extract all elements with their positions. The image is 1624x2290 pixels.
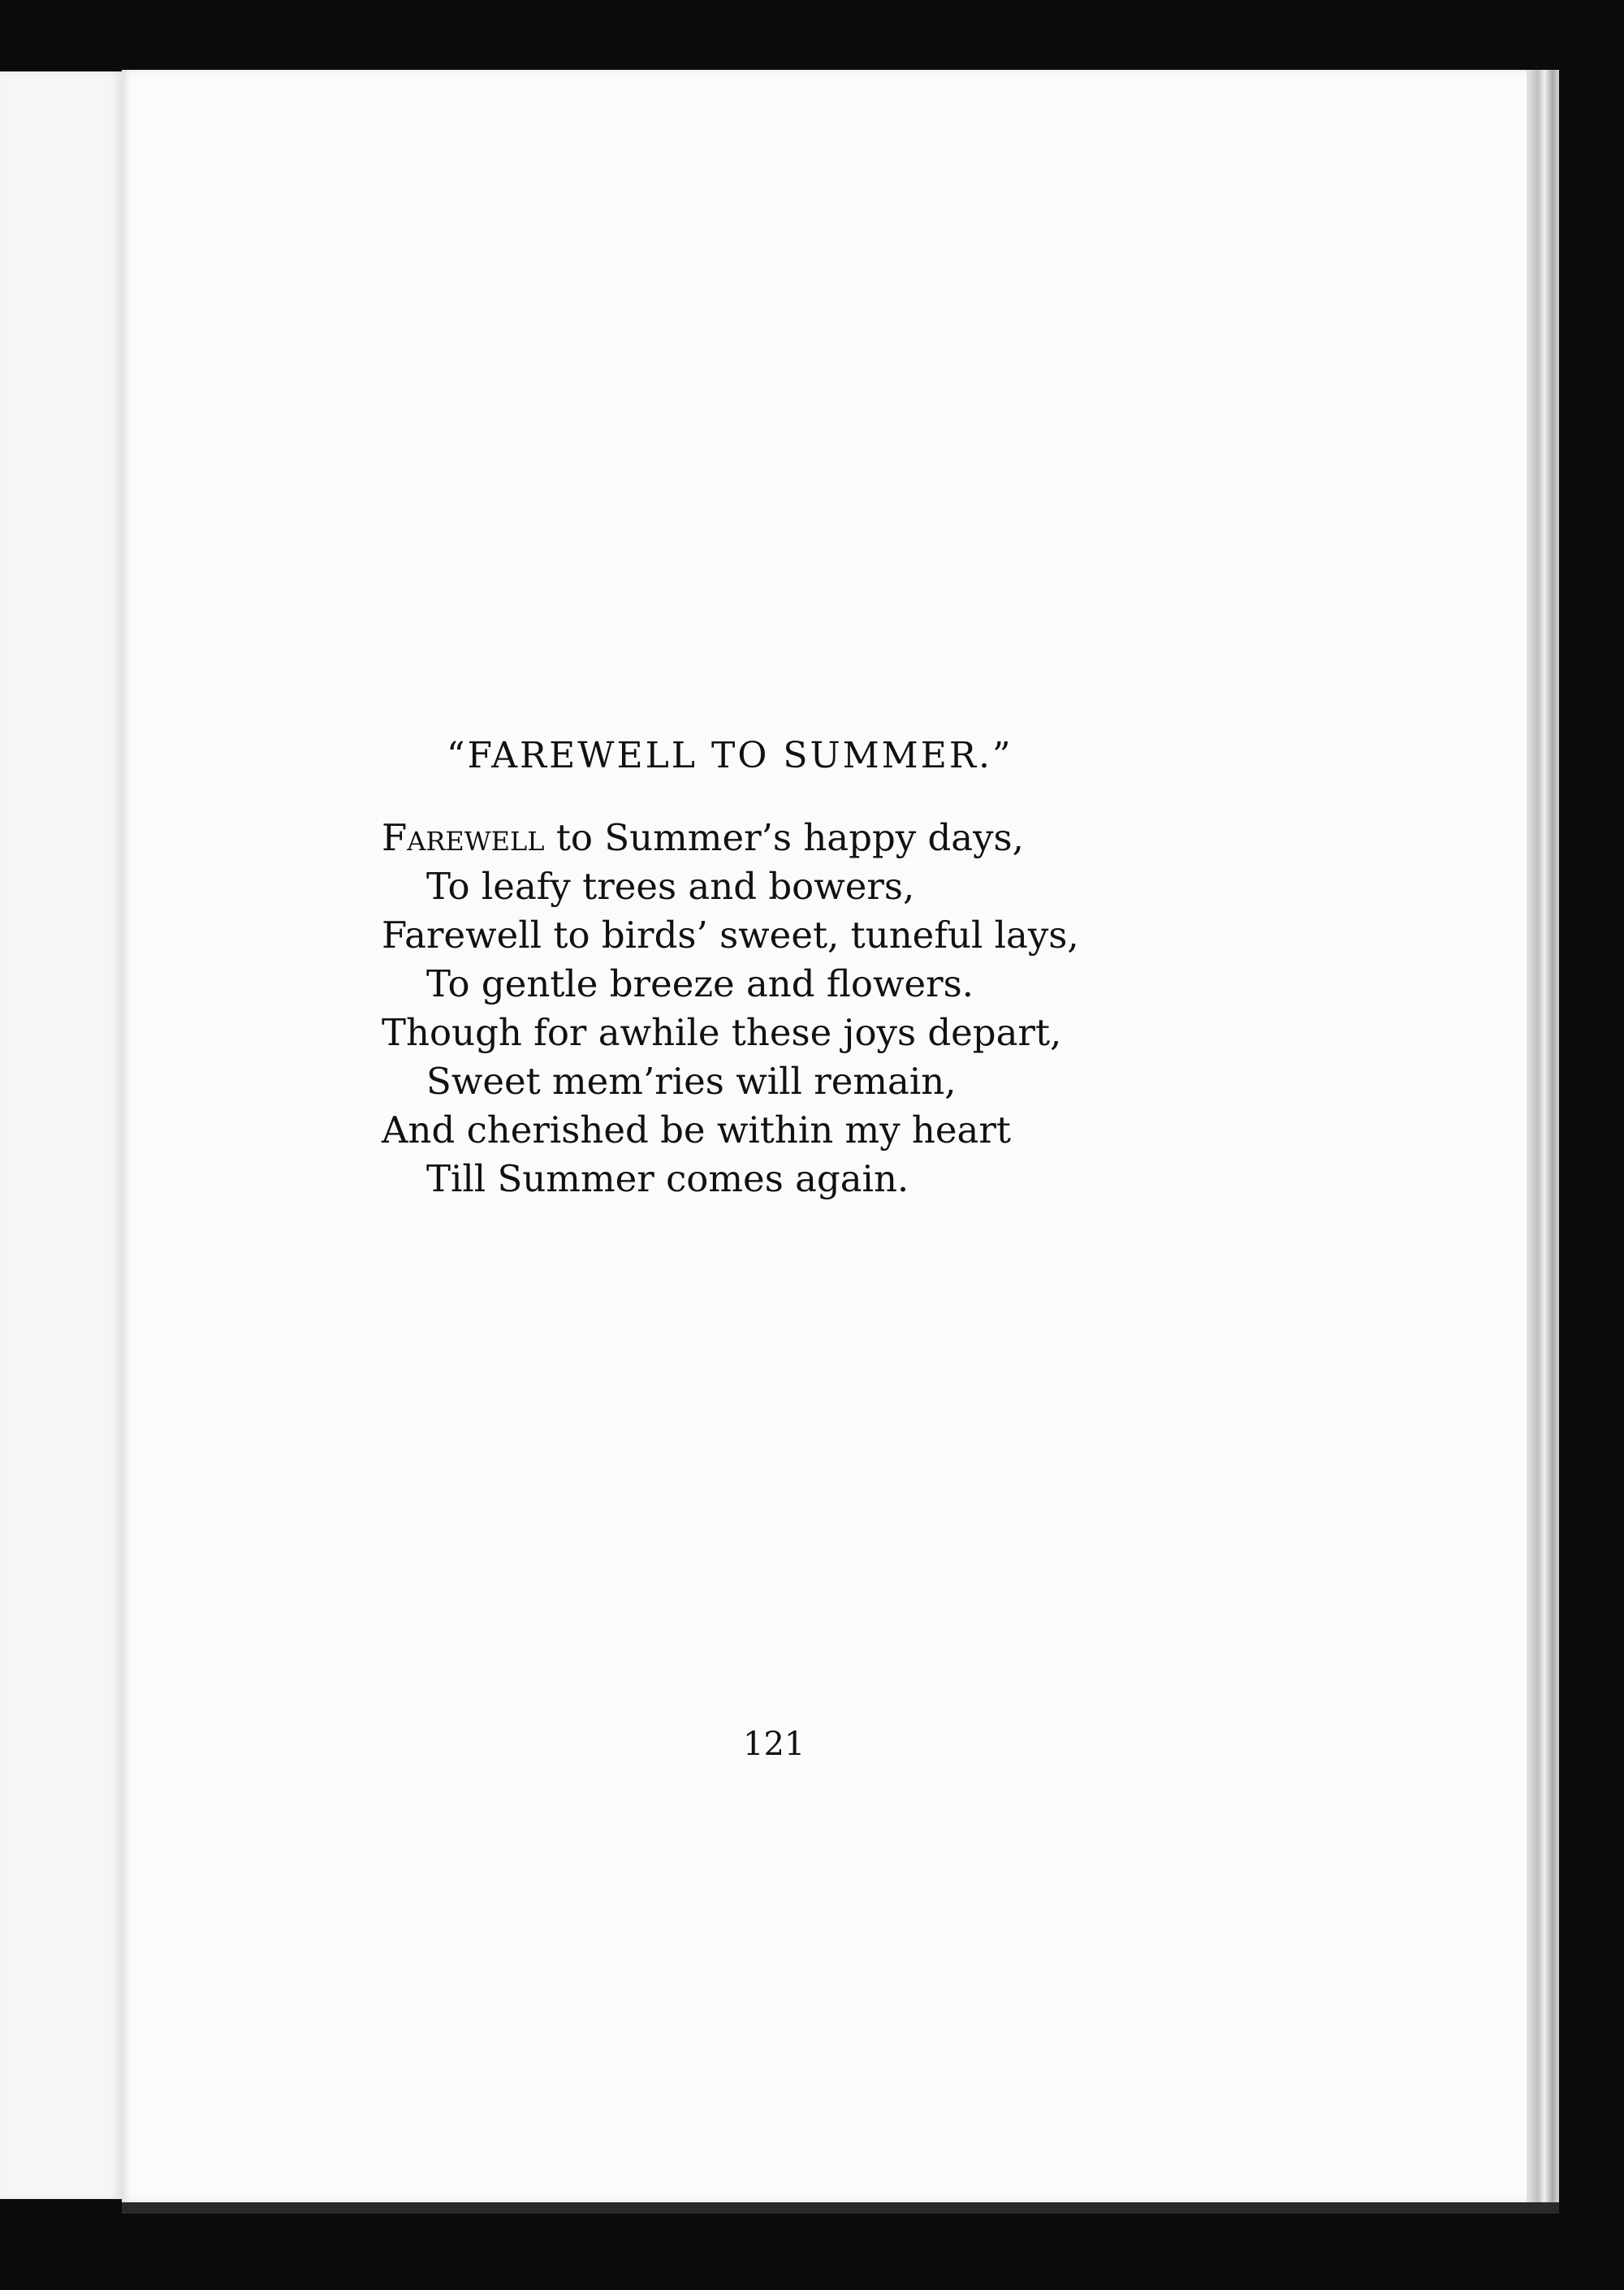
poem-line-2: To leafy trees and bowers, <box>426 865 915 908</box>
poem-line-3: Farewell to birds’ sweet, tuneful lays, <box>382 914 1079 957</box>
poem-line-1 <box>382 816 1024 859</box>
poem-title: “FAREWELL TO SUMMER.” <box>447 735 1013 776</box>
page-number: 121 <box>743 1726 806 1763</box>
poem-first-word: Farewell <box>382 816 545 859</box>
poem-first-line-rest: to Summer’s happy days, <box>544 816 1024 859</box>
poem-line-4: To gentle breeze and flowers. <box>426 962 974 1005</box>
page-edge <box>1527 70 1559 2214</box>
facing-page <box>0 71 124 2199</box>
page-bottom-shadow <box>122 2202 1559 2214</box>
poem-line-6: Sweet mem’ries will remain, <box>426 1060 957 1103</box>
poem-line-8: Till Summer comes again. <box>426 1157 909 1200</box>
poem-line-5: Though for awhile these joys depart, <box>382 1011 1062 1054</box>
poem-line-7: And cherished be within my heart <box>382 1108 1011 1151</box>
